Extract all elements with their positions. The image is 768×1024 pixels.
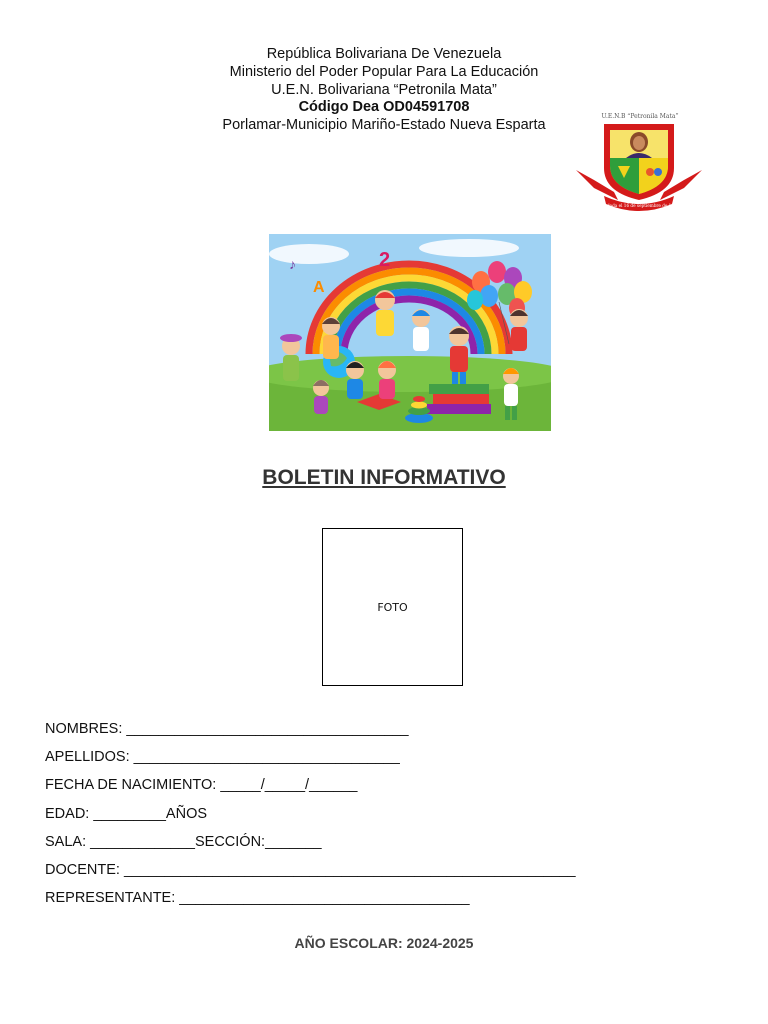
crest-ribbon-text: Fundada el 16 de septiembre de 1966 xyxy=(598,203,680,208)
children-rainbow-illustration xyxy=(269,234,551,431)
letterhead-location: Porlamar-Municipio Mariño-Estado Nueva Esparta xyxy=(222,117,546,134)
crest-right-emblem-2 xyxy=(654,168,662,176)
letterhead-dea-code: Código Dea OD04591708 xyxy=(298,99,470,116)
field-representante: REPRESENTANTE: ____________________________________ xyxy=(45,890,470,907)
child-figure-9 xyxy=(313,380,329,414)
letterhead-country: República Bolivariana De Venezuela xyxy=(266,46,502,62)
school-year: AÑO ESCOLAR: 2024-2025 xyxy=(294,935,474,951)
music-note-icon: ♪ xyxy=(289,256,296,272)
crest-portrait-face xyxy=(633,136,645,150)
field-nombres: NOMBRES: ___________________________________ xyxy=(45,721,409,737)
child-figure-2 xyxy=(322,317,340,359)
document-title: BOLETIN INFORMATIVO xyxy=(262,466,506,489)
cloud-2 xyxy=(419,239,519,257)
letterhead-school: U.E.N. Bolivariana “Petronila Mata” xyxy=(271,81,497,98)
cloud-1 xyxy=(269,244,349,264)
book-stack xyxy=(429,384,489,394)
photo-placeholder xyxy=(322,528,463,686)
field-sala-seccion: SALA: _____________SECCIÓN:_______ xyxy=(45,833,322,850)
crest-top-text: U.E.N.B “Petronila Mata” xyxy=(601,113,679,120)
child-figure-4 xyxy=(412,309,430,351)
school-crest-logo xyxy=(574,108,704,214)
crest-right-emblem-1 xyxy=(646,168,654,176)
floating-letter-icon: A xyxy=(313,279,325,296)
child-figure-6 xyxy=(510,309,528,351)
letterhead-ministry: Ministerio del Poder Popular Para La Educación xyxy=(229,63,539,80)
floating-number-icon: 2 xyxy=(379,249,391,271)
field-docente: DOCENTE: ________________________________________________________ xyxy=(45,861,576,878)
child-figure-3 xyxy=(375,290,395,336)
photo-label: FOTO xyxy=(377,600,408,614)
child-figure-7 xyxy=(346,361,364,399)
field-fecha-nacimiento: FECHA DE NACIMIENTO: _____/_____/______ xyxy=(45,777,358,794)
student-info-form xyxy=(45,718,576,915)
field-apellidos: APELLIDOS: _________________________________ xyxy=(45,749,400,766)
field-edad: EDAD: _________AÑOS xyxy=(45,805,208,822)
child-figure-8 xyxy=(378,361,396,399)
